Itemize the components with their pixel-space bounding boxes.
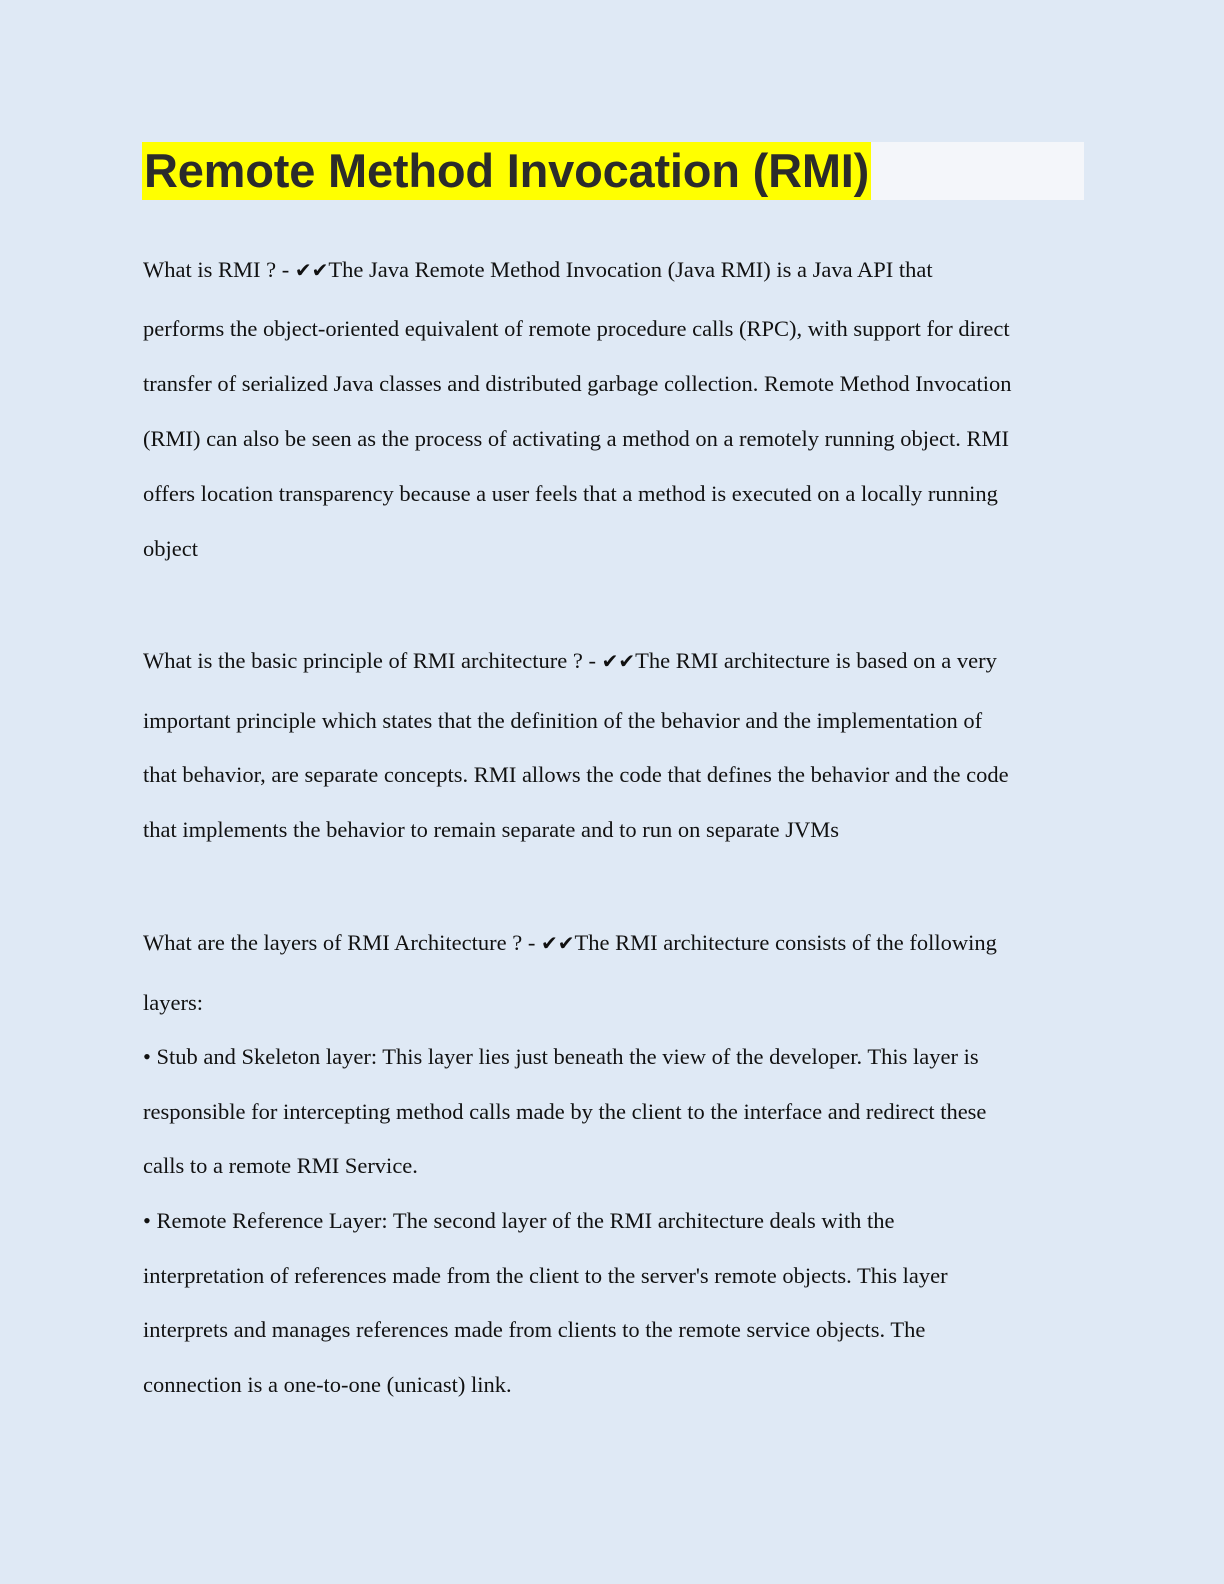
qa-1-first-line — [143, 257, 933, 283]
qa-3-answer-line: calls to a remote RMI Service. — [143, 1153, 418, 1178]
qa-3-answer-line: layers: — [143, 990, 203, 1015]
qa-2-answer-line: important principle which states that the definition of the behavior and the implementation of — [143, 708, 983, 733]
qa-2-question: What is the basic principle of RMI architecture ? - — [143, 648, 602, 673]
qa-2-answer-line: that behavior, are separate concepts. RMI allows the code that defines the behavior and the code — [143, 762, 1009, 787]
qa-1-answer-line: The Java Remote Method Invocation (Java RMI) is a Java API that — [328, 257, 933, 282]
qa-3-answer-line: responsible for intercepting method calls made by the client to the interface and redirect these — [143, 1099, 987, 1124]
qa-3-bullet-line: • Remote Reference Layer: The second layer of the RMI architecture deals with the — [143, 1208, 895, 1233]
qa-1-answer-line: transfer of serialized Java classes and distributed garbage collection. Remote Method Invocation — [143, 371, 1012, 396]
qa-2-answer-line: that implements the behavior to remain separate and to run on separate JVMs — [143, 817, 840, 842]
qa-3-bullet-line: • Stub and Skeleton layer: This layer lies just beneath the view of the developer. This layer is — [143, 1044, 979, 1069]
page-title: Remote Method Invocation (RMI) — [142, 142, 871, 200]
qa-1-answer-line: offers location transparency because a user feels that a method is executed on a locally running — [143, 481, 998, 506]
qa-3-first-line — [143, 930, 997, 956]
qa-1-answer-line: object — [143, 536, 198, 561]
double-check-icon: ✔✔ — [294, 258, 329, 282]
qa-1-answer-line: performs the object-oriented equivalent of remote procedure calls (RPC), with support for direct — [143, 316, 1010, 341]
qa-3-answer-line: interprets and manages references made from clients to the remote service objects. The — [143, 1317, 926, 1342]
qa-1-answer-line: (RMI) can also be seen as the process of activating a method on a remotely running object. RMI — [143, 426, 1009, 451]
double-check-icon: ✔✔ — [601, 649, 636, 673]
qa-3-question: What are the layers of RMI Architecture ? - — [143, 930, 541, 955]
qa-3-answer-line: connection is a one-to-one (unicast) link. — [143, 1372, 512, 1397]
double-check-icon: ✔✔ — [540, 931, 575, 955]
title-bar — [142, 142, 1084, 200]
qa-1-question: What is RMI ? - — [143, 257, 295, 282]
qa-2-answer-line: The RMI architecture is based on a very — [635, 648, 997, 673]
qa-3-answer-line: interpretation of references made from the client to the server's remote objects. This layer — [143, 1263, 948, 1288]
qa-2-first-line — [143, 648, 997, 674]
qa-3-answer-line: The RMI architecture consists of the following — [574, 930, 997, 955]
